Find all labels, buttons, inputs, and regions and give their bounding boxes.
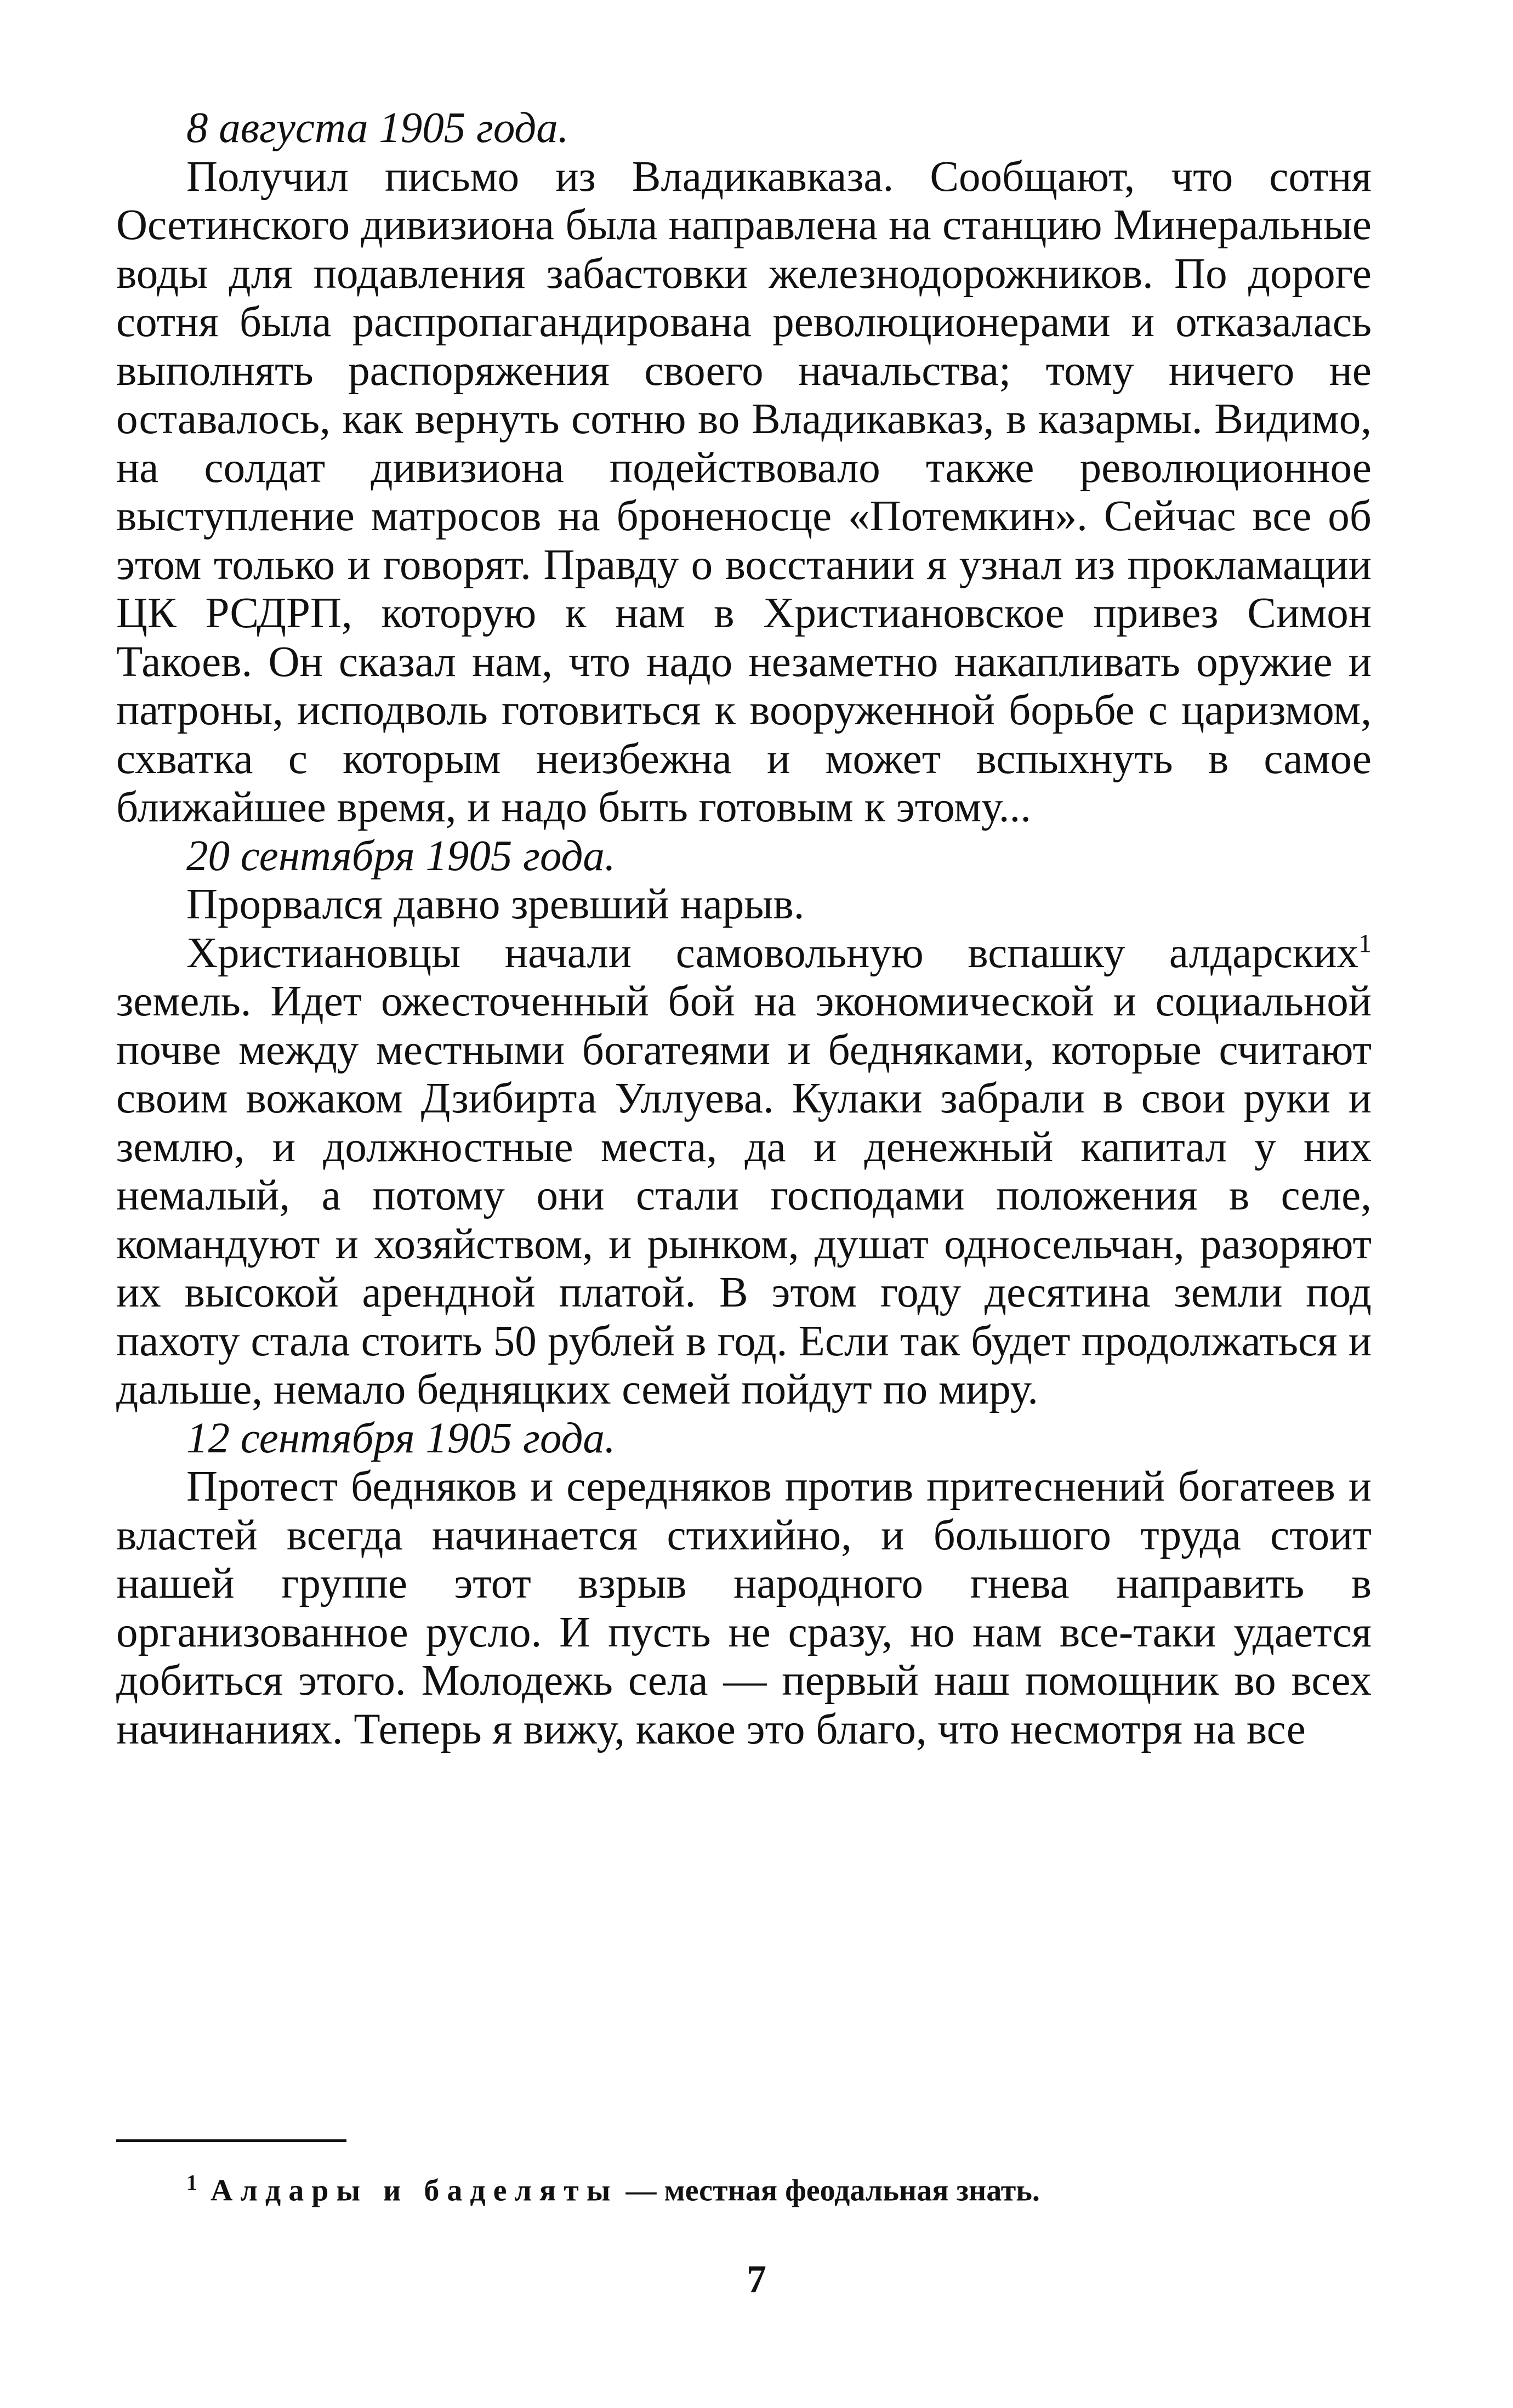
entry-date: 20 сентября 1905 года. [186, 832, 616, 880]
paragraph: Получил письмо из Владикавказа. Сообщают, что сотня Осетинского дивизиона была направлена на станцию Минеральные воды для подавления забастовки железнодорожников. По дороге сотня была распропагандирована революционерами и отказалась выполнять распоряжения своего начальства; тому ничего не оставалось, как вернуть сотню во Владикавказ, в казармы. Видимо, на солдат дивизиона подействовало также революционное выступление матросов на броненосце «Потемкин». Сейчас все об этом только и говорят. Правду о восстании я узнал из прокламации ЦК РСДРП, которую к нам в Христиановское привез Симон Такоев. Он сказал нам, что надо незаметно накапливать оружие и патроны, исподволь готовиться к вооруженной борьбе с царизмом, схватка с которым неизбежна и может вспыхнуть в самое ближайшее время, и надо быть готовым к этому... [116, 152, 1372, 831]
footnote [186, 2163, 1392, 2210]
footnote-divider [116, 2139, 346, 2142]
page-number: 7 [747, 2257, 766, 2301]
paragraph-text: Христиановцы начали самовольную вспашку алдарских [186, 929, 1358, 977]
footnote-marker: 1 [186, 2170, 197, 2195]
paragraph [116, 929, 1372, 1415]
paragraph: Протест бедняков и середняков против притеснений богатеев и властей всегда начинается стихийно, и большого труда стоит нашей группе этот взрыв народного гнева направить в организованное русло. И пусть не сразу, но нам все-таки удается добиться этого. Молодежь села — первый наш помощник во всех начинаниях. Теперь я вижу, какое это благо, что несмотря на все [116, 1463, 1372, 1753]
paragraph: Прорвался давно зревший нарыв. [186, 881, 805, 928]
footnote-text: — местная феодальная знать. [618, 2173, 1040, 2208]
main-text [116, 104, 1372, 1754]
entry-date: 8 августа 1905 года. [186, 104, 569, 152]
footnote-reference: 1 [1358, 929, 1372, 958]
entry-date: 12 сентября 1905 года. [186, 1414, 616, 1462]
paragraph-text: земель. Идет ожесточенный бой на экономической и социальной почве между местными богатеями и бедняками, которые считают своим вожаком Дзибирта Уллуева. Кулаки забрали в свои руки и землю, и должностные места, да и денежный капитал у них немалый, а потому они стали господами положения в селе, командуют и хозяйством, и рынком, душат односельчан, разоряют их высокой арендной платой. В этом году десятина земли под пахоту стала стоить 50 рублей в год. Если так будет продолжаться и дальше, немало бедняцких семей пойдут по миру. [116, 978, 1372, 1413]
footnote-term: Алдары и баделяты [211, 2173, 618, 2208]
